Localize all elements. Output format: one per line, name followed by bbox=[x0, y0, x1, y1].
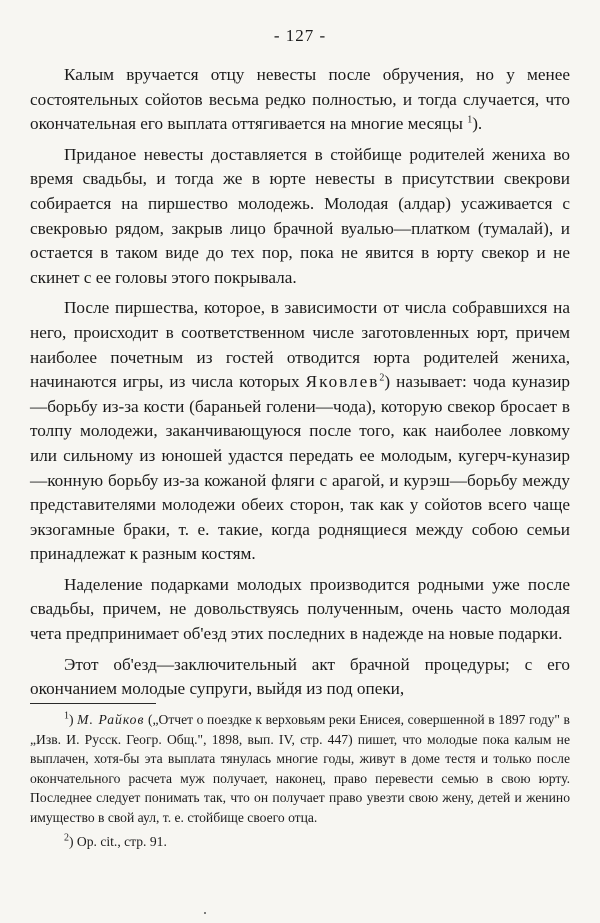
paragraph-2: Приданое невесты доставляется в стойбище родителей жениха во время свадьбы, и тогда же в юрте невесты в присутствии свекрови собирается на пиршество молодежь. Молодая (алдар) усаживается с свекровью рядом, закрыв лицо брачной вуалью—платком (тумалай), и остается в таком виде до тех пор, пока не явится в юрту свекор и не скинет с ее головы этого покрывала. bbox=[30, 144, 570, 287]
paragraph-3-end: ) называет: чода куназир—борьбу из-за кости (бараньей голени—чода), которую свекор бросает в толпу молодежи, заканчивающуюся после того, как наиболее ловкому или сильному из юношей удастся передать ее молодым, кугерч-куназир—конную борьбу из-за кожаной фляги с арагой, и курэш—борьбу между представителями молодежи обеих сторон, так как у сойотов всего чаще экзогамные браки, т. е. такие, когда роднящиеся между собою семьи принадлежат к разным костям. bbox=[30, 372, 571, 564]
paragraph-3-start: После пиршества, которое, в зависимости от числа собравшихся на него, происходит в соответственном числе заготовленных юрт, причем наиболее почетным из гостей отводится юрта родителей жениха, начинаются игры, из числа которых bbox=[30, 298, 570, 392]
paragraph-3 bbox=[30, 296, 570, 567]
footnote-divider bbox=[30, 703, 156, 704]
footnotes bbox=[30, 710, 570, 855]
paragraph-1-end: ). bbox=[472, 114, 483, 134]
body-text bbox=[30, 63, 570, 702]
page-number: - 127 - bbox=[273, 26, 327, 45]
footnote-2-mark-close: ) bbox=[69, 833, 74, 849]
footnote-1-mark: 1 bbox=[64, 710, 69, 722]
footnote-2-text: Op. cit., стр. 91. bbox=[73, 833, 167, 849]
footnote-ref-1[interactable]: 1 bbox=[467, 114, 473, 126]
footnote-2 bbox=[30, 832, 570, 852]
paragraph-5: Этот об'езд—заключительный акт брачной процедуры; с его окончанием молодые супруги, выйдя из под опеки, bbox=[30, 654, 570, 699]
footnote-1-text: („Отчет о поездке к верховьям реки Енисея, совершенной в 1897 году" в „Изв. И. Русск. Геогр. Общ.", 1898, вып. IV, стр. 447) пишет, что молодые пока калым не выплачен, хотя-бы эта выплата тянулась многие годы, живут в доме тестя и только после окончательного расчета муж получает, наконец, право перевести семью в свою юрту. Последнее следует понимать так, что он получает право увезти свою жену, детей и женино имущество в свой аул, т. е. стойбище своего отца. bbox=[30, 712, 570, 825]
footnote-ref-2[interactable]: 2 bbox=[379, 372, 385, 384]
paragraph-4: Наделение подарками молодых производится родными уже после свадьбы, причем, не довольствуясь полученным, очень часто молодая чета предпринимает об'езд этих последних в надежде на новые подарки. bbox=[30, 574, 570, 644]
footnote-1-mark-close: ) bbox=[69, 712, 74, 727]
footnote-1-author: М. Райков bbox=[77, 712, 145, 727]
footnote-1 bbox=[30, 710, 570, 828]
scan-speck bbox=[204, 912, 206, 914]
paragraph-1 bbox=[30, 63, 570, 137]
paragraph-1-text: Калым вручается отцу невесты после обручения, но у менее состоятельных сойотов весьма редко полностью, и тогда случается, что окончательная его выплата оттягивается на многие месяцы bbox=[30, 65, 570, 134]
footnote-2-mark: 2 bbox=[64, 832, 69, 844]
author-name-yakovlev: Яковлев bbox=[305, 372, 380, 392]
